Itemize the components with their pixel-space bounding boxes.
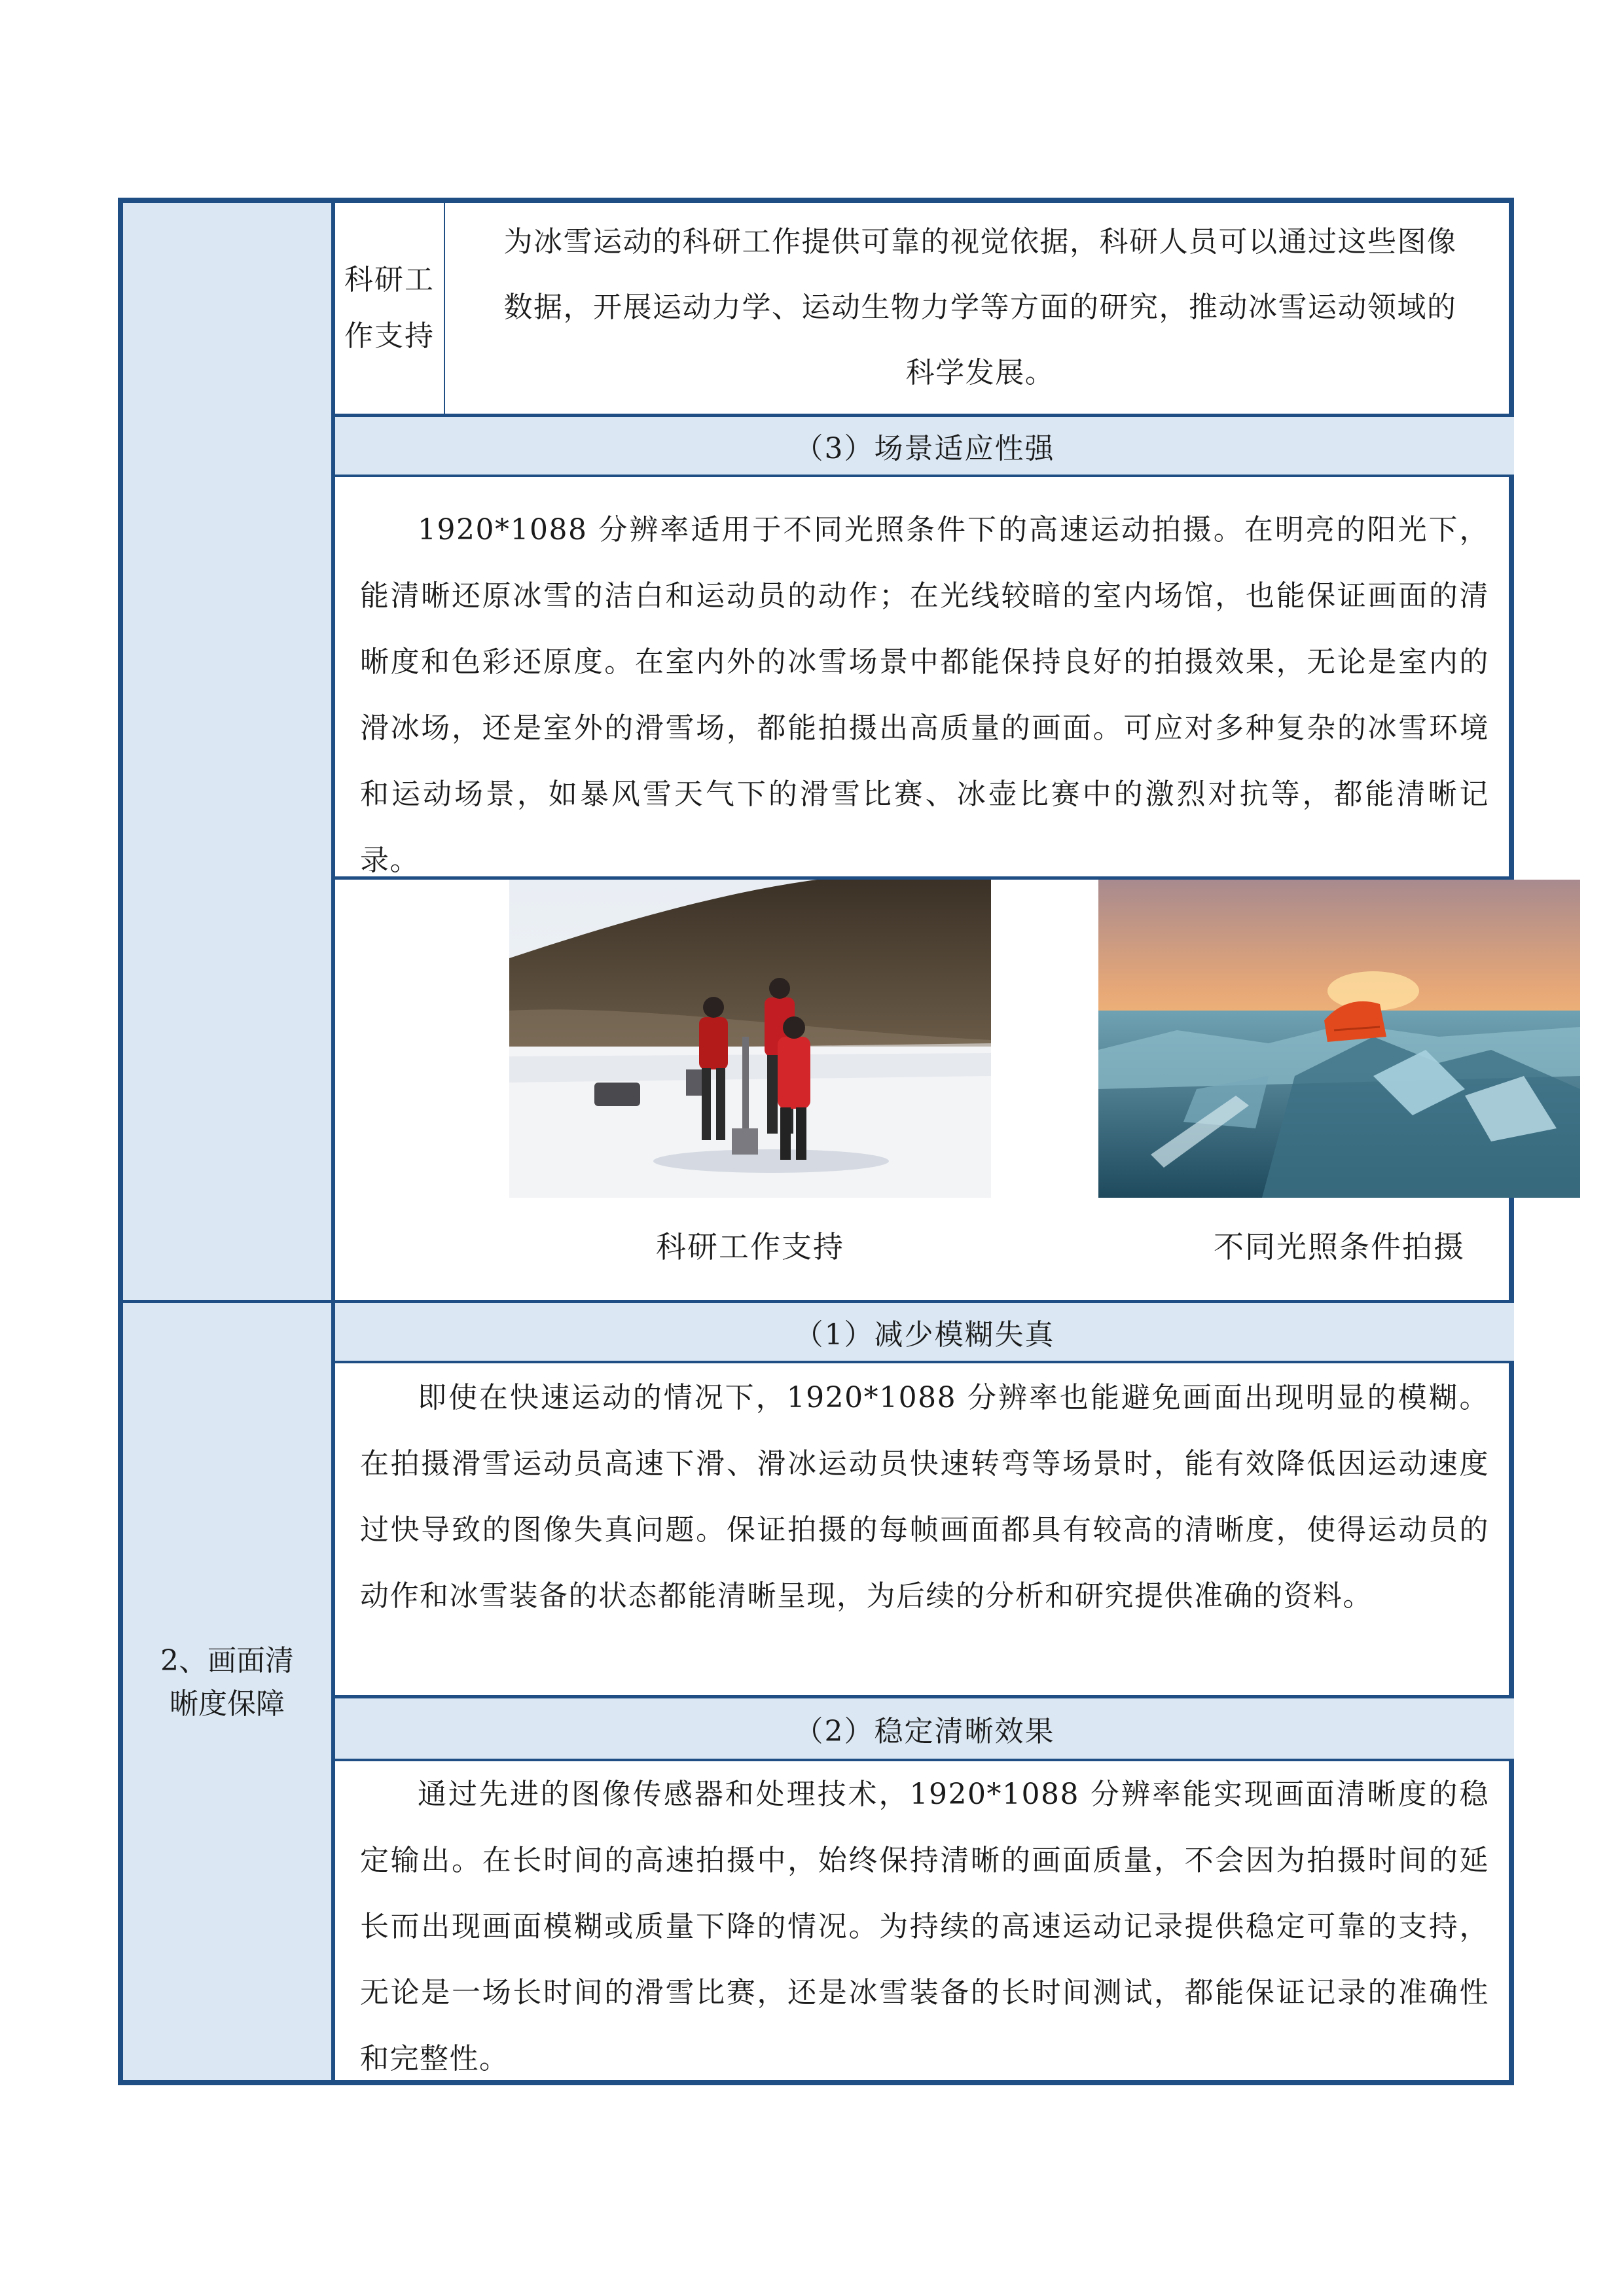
- right-image-caption: 不同光照条件拍摄: [1214, 1229, 1465, 1265]
- research-team-image: [509, 880, 991, 1198]
- group2-label: [123, 1640, 331, 1726]
- sub2-text-cell: [335, 1761, 1514, 2080]
- sub2-paragraph: 通过先进的图像传感器和处理技术，1920*1088 分辨率能实现画面清晰度的稳定输出。在长时间的高速拍摄中，始终保持清晰的画面质量，不会因为拍摄时间的延长而出现画面模糊或质量下降的情况。为持续的高速运动记录提供稳定可靠的支持，无论是一场长时间的滑雪比赛，还是冰雪装备的长时间测试，都能保证记录的准确性和完整性。: [360, 1778, 1489, 2075]
- group2-label-line2: 晰度保障: [170, 1687, 285, 1721]
- images-cell: [335, 880, 1514, 1300]
- left-image-caption: 科研工作支持: [656, 1229, 844, 1265]
- sunset-ice-photo: [1098, 880, 1580, 1198]
- row1-sublabel-cell: [335, 203, 445, 414]
- row1-line1: 为冰雪运动的科研工作提供可靠的视觉依据，科研人员可以通过这些图像: [503, 225, 1457, 259]
- sub2-header-text: （2）稳定清晰效果: [794, 1715, 1055, 1748]
- group2-label-line1: 2、画面清: [160, 1644, 294, 1677]
- content-table: [118, 198, 1514, 2085]
- sub1-paragraph: 即使在快速运动的情况下，1920*1088 分辨率也能避免画面出现明显的模糊。在拍摄滑雪运动员高速下滑、滑冰运动员快速转弯等场景时，能有效降低因运动速度过快导致的图像失真问题。保证拍摄的每帧画面都具有较高的清晰度，使得运动员的动作和冰雪装备的状态都能清晰呈现，为后续的分析和研究提供准确的资料。: [360, 1381, 1489, 1613]
- sunset-ice-image: [1098, 880, 1580, 1198]
- section3-paragraph: 1920*1088 分辨率适用于不同光照条件下的高速运动拍摄。在明亮的阳光下，能清晰还原冰雪的洁白和运动员的动作；在光线较暗的室内场馆，也能保证画面的清晰度和色彩还原度。在室内外的冰雪场景中都能保持良好的拍摄效果，无论是室内的滑冰场，还是室外的滑雪场，都能拍摄出高质量的画面。可应对多种复杂的冰雪环境和运动场景，如暴风雪天气下的滑雪比赛、冰壶比赛中的激烈对抗等，都能清晰记录。: [360, 513, 1489, 877]
- row1-sublabel: 科研工作支持: [344, 263, 435, 353]
- row1-line3: 科学发展。: [905, 356, 1055, 389]
- section3-header: [335, 417, 1514, 475]
- sub1-header: [335, 1303, 1514, 1361]
- section3-header-text: （3）场景适应性强: [794, 432, 1055, 465]
- group1-label-cell: [123, 203, 331, 1300]
- row1-line2: 数据，开展运动力学、运动生物力学等方面的研究，推动冰雪运动领域的: [503, 291, 1457, 324]
- research-team-photo: [509, 880, 991, 1198]
- section3-text-cell: [335, 477, 1514, 876]
- sub1-text-cell: [335, 1363, 1514, 1695]
- row1-text-cell: [446, 203, 1514, 414]
- sub2-header: [335, 1698, 1514, 1759]
- sub1-header-text: （1）减少模糊失真: [794, 1318, 1055, 1352]
